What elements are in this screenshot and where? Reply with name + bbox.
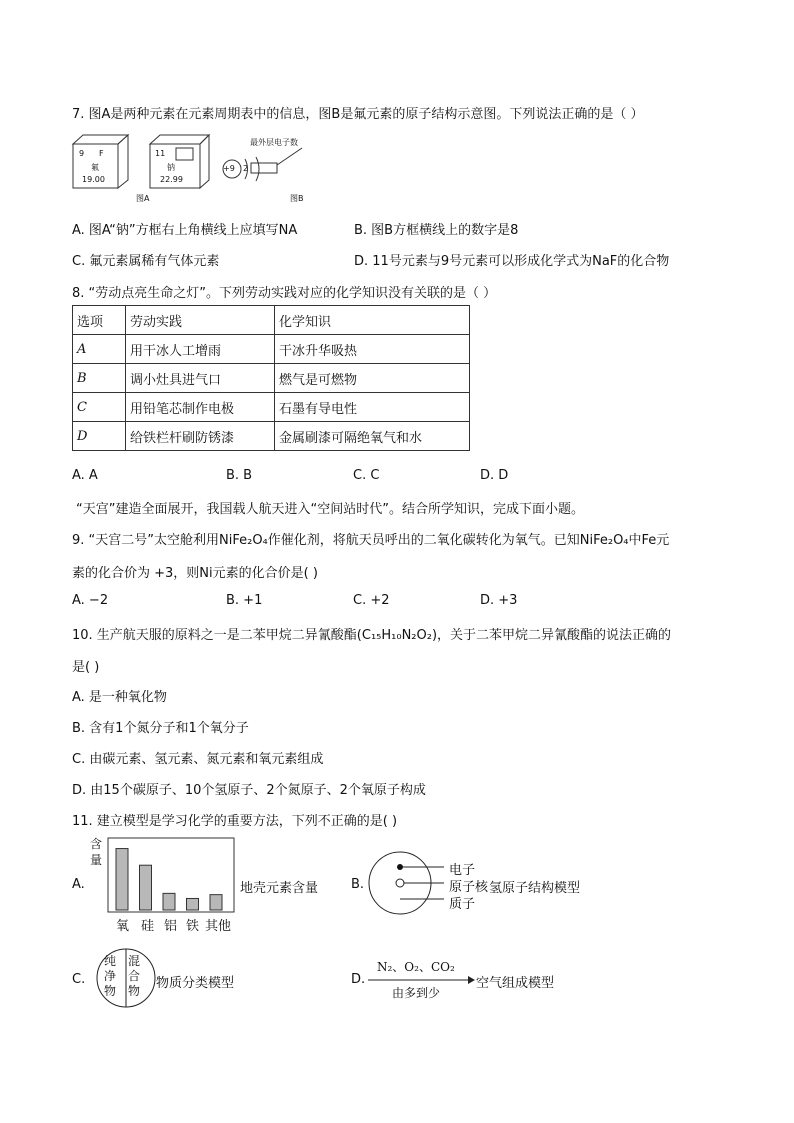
table-cell: B <box>73 364 126 393</box>
table-header-cell: 劳动实践 <box>126 306 275 335</box>
q7-figure <box>70 132 360 207</box>
q11-c-caption: 物质分类模型 <box>156 976 235 991</box>
table-cell: 给铁栏杆刷防锈漆 <box>126 422 275 451</box>
q9-line2: 素的化合价为 +3，则Ni元素的化合价是( ) <box>72 566 318 581</box>
q11-stem: 11. 建立模型是学习化学的重要方法，下列不正确的是( ) <box>72 814 398 829</box>
table-cell: 金属刷漆可隔绝氧气和水 <box>275 422 470 451</box>
q11-b-caption: 氢原子结构模型 <box>489 881 581 896</box>
q11-a-caption: 地壳元素含量 <box>240 881 319 896</box>
table-cell: A <box>73 335 126 364</box>
label-proton: 质子 <box>449 897 476 912</box>
chart-bar <box>187 898 199 910</box>
cell-na-number: 11 <box>155 149 166 158</box>
table-cell: 燃气是可燃物 <box>275 364 470 393</box>
q9-option-b: B. +1 <box>226 593 263 608</box>
q11-a-letter: A. <box>72 877 85 892</box>
cell-na-name: 钠 <box>167 163 175 172</box>
cell-f-name: 氟 <box>91 163 99 172</box>
q8-table <box>72 305 470 451</box>
q10-option-d: D. 由15个碳原子、10个氢原子、2个氮原子、2个氧原子构成 <box>72 783 426 798</box>
chart-bar <box>210 895 222 910</box>
fluorine-atom-diagram <box>223 148 302 181</box>
table-cell: 用干冰人工增雨 <box>126 335 275 364</box>
q9-option-d: D. +3 <box>480 593 518 608</box>
q7-option-b: B. 图B方框横线上的数字是8 <box>354 223 519 238</box>
cell-na-mass: 22.99 <box>160 175 183 184</box>
label-mixture: 混合物 <box>128 954 141 998</box>
table-row <box>73 364 470 393</box>
nucleus-charge: +9 <box>223 164 235 173</box>
chart-category-label: 铁 <box>186 919 200 934</box>
q10-option-b: B. 含有1个氮分子和1个氧分子 <box>72 721 249 736</box>
q9-option-c: C. +2 <box>353 593 390 608</box>
fig-a-label: 图A <box>136 194 150 203</box>
q7-option-c: C. 氟元素属稀有气体元素 <box>72 254 220 269</box>
q10-line1: 10. 生产航天服的原料之一是二苯甲烷二异氰酸酯(C₁₅H₁₀N₂O₂)，关于二苯甲烷二异氰酸酯的说法正确的 <box>72 628 672 643</box>
table-row <box>73 422 470 451</box>
table-header-cell: 选项 <box>73 306 126 335</box>
q10-line2: 是( ) <box>72 660 100 675</box>
q8-option-b: B. B <box>226 468 253 483</box>
chart-ylabel: 含量 <box>90 837 103 867</box>
q8-stem: 8. “劳动点亮生命之灯”。下列劳动实践对应的化学知识没有关联的是（ ） <box>72 286 497 301</box>
chart-bar <box>116 849 128 910</box>
q7-option-d: D. 11号元素与9号元素可以形成化学式为NaF的化合物 <box>354 254 670 269</box>
q9-option-a: A. −2 <box>72 593 109 608</box>
outer-shell-label: 最外层电子数 <box>250 138 298 147</box>
chart-category-label: 氧 <box>116 919 130 934</box>
q10-option-c: C. 由碳元素、氢元素、氮元素和氧元素组成 <box>72 752 324 767</box>
cell-f-mass: 19.00 <box>82 175 105 184</box>
q8-option-c: C. C <box>353 468 380 483</box>
inner-shell-count: 2 <box>243 164 249 173</box>
q7-stem: 7. 图A是两种元素在元素周期表中的信息，图B是氟元素的原子结构示意图。下列说法正确的是（ ） <box>72 107 644 122</box>
chart-category-label: 硅 <box>141 919 155 934</box>
table-cell: C <box>73 393 126 422</box>
label-electron: 电子 <box>449 863 476 878</box>
label-gases: N₂、O₂、CO₂ <box>377 960 455 974</box>
table-header-cell: 化学知识 <box>275 306 470 335</box>
q8-option-d: D. D <box>480 468 509 483</box>
q8-option-a: A. A <box>72 468 98 483</box>
table-cell: 石墨有导电性 <box>275 393 470 422</box>
q11-d-caption: 空气组成模型 <box>476 976 555 991</box>
table-cell: D <box>73 422 126 451</box>
q7-option-a: A. 图A“钠”方框右上角横线上应填写NA <box>72 223 298 238</box>
section-intro: “天宫”建造全面展开，我国载人航天进入“空间站时代”。结合所学知识，完成下面小题。 <box>76 502 584 517</box>
table-cell: 干冰升华吸热 <box>275 335 470 364</box>
q11-c-letter: C. <box>72 972 86 987</box>
q10-option-a: A. 是一种氧化物 <box>72 690 167 705</box>
chart-category-label: 铝 <box>164 919 178 934</box>
label-nucleus: 原子核 <box>449 880 489 895</box>
q11-a-bar-chart <box>100 836 240 916</box>
chart-bar <box>163 893 175 910</box>
table-cell: 用铅笔芯制作电极 <box>126 393 275 422</box>
q9-line1: 9. “天宫二号”太空舱利用NiFe₂O₄作催化剂，将航天员呼出的二氧化碳转化为氧气。已知NiFe₂O₄中Fe元 <box>72 533 670 548</box>
table-row <box>73 335 470 364</box>
table-cell: 调小灶具进气口 <box>126 364 275 393</box>
fig-b-label: 图B <box>290 194 304 203</box>
label-pure-substance: 纯净物 <box>104 954 117 998</box>
cell-f-symbol: F <box>99 149 104 158</box>
q11-d-letter: D. <box>351 972 366 987</box>
q11-b-letter: B. <box>351 877 365 892</box>
hydrogen-atom-model <box>368 850 448 916</box>
chart-category-label: 其他 <box>205 919 232 934</box>
cell-f-number: 9 <box>79 149 85 158</box>
table-row <box>73 393 470 422</box>
label-order: 由多到少 <box>392 986 441 1000</box>
chart-bar <box>140 865 152 910</box>
table-header-row <box>73 306 470 335</box>
